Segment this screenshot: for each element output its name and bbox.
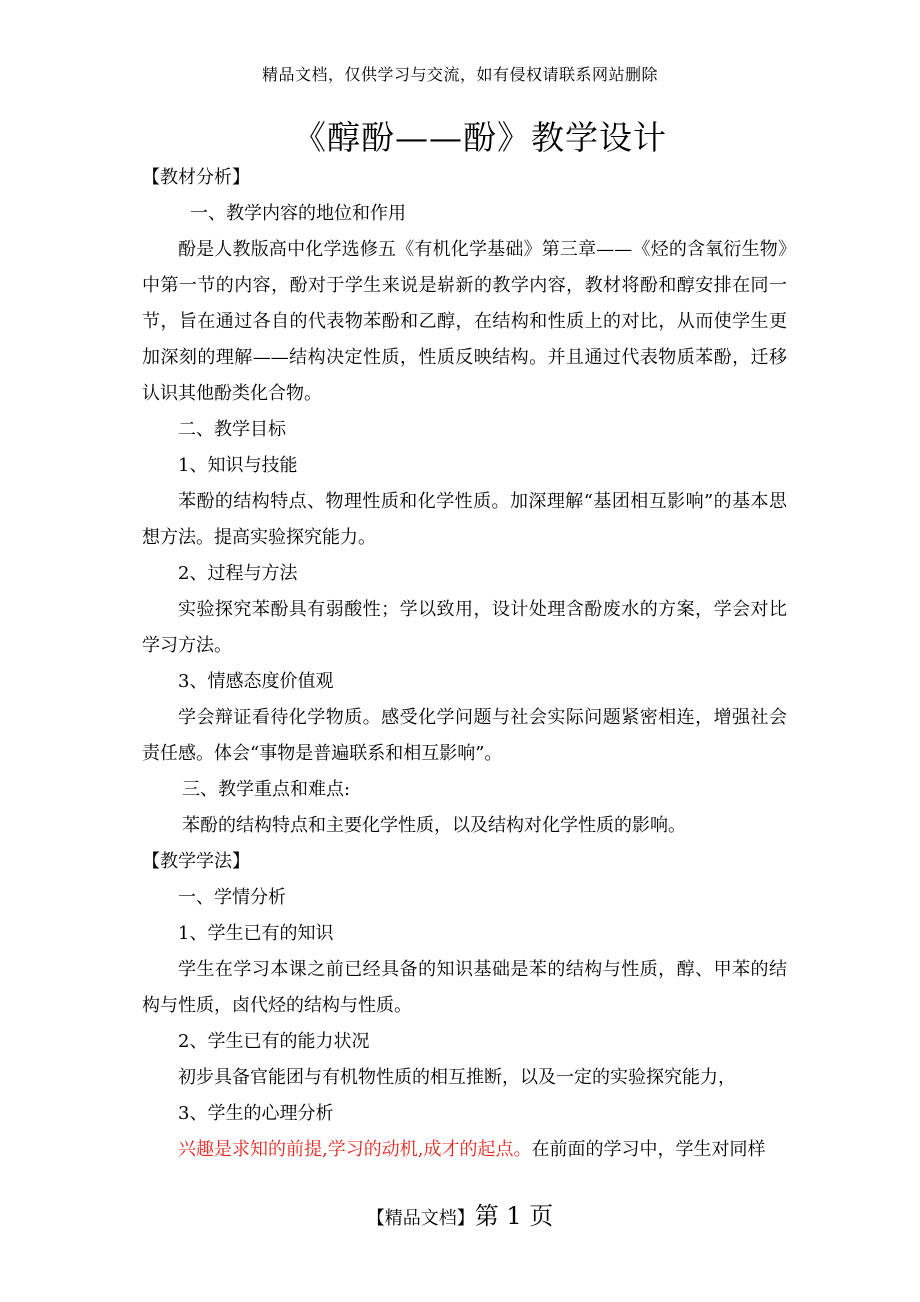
subheading-process-method: 2、过程与方法	[178, 563, 298, 584]
document-body	[142, 160, 787, 1168]
paragraph-psychology	[142, 1132, 787, 1168]
paragraph-attitude-values: 学会辩证看待化学物质。感受化学问题与社会实际问题紧密相连，增强社会责任感。体会“事物是普遍联系和相互影响”。	[142, 707, 787, 764]
paragraph-position: 酚是人教版高中化学选修五《有机化学基础》第三章——《烃的含氧衍生物》中第一节的内容，酚对于学生来说是崭新的教学内容，教材将酚和醇安排在同一节，旨在通过各自的代表物苯酚和乙醇，在结构和性质上的对比，从而使学生更加深刻的理解——结构决定性质，性质反映结构。并且通过代表物质苯酚，迁移认识其他酚类化合物。	[142, 239, 787, 404]
section-heading-material-analysis: 【教材分析】	[142, 167, 250, 188]
subheading-knowledge-skills: 1、知识与技能	[178, 455, 298, 476]
paragraph-ability: 初步具备官能团与有机物性质的相互推断，以及一定的实验探究能力，	[178, 1067, 736, 1088]
subheading-prior-knowledge: 1、学生已有的知识	[178, 923, 334, 944]
header-note: 精品文档，仅供学习与交流，如有侵权请联系网站删除	[261, 65, 658, 84]
page-footer	[0, 1196, 920, 1231]
document-title: 《醇酚——酚》教学设计	[293, 118, 667, 157]
subheading-position: 一、教学内容的地位和作用	[190, 203, 406, 224]
section-heading-teaching-methods: 【教学学法】	[142, 851, 250, 872]
page-number: 第 1 页	[474, 1202, 554, 1230]
paragraph-process-method: 实验探究苯酚具有弱酸性；学以致用，设计处理含酚废水的方案，学会对比学习方法。	[142, 599, 787, 656]
paragraph-knowledge-skills: 苯酚的结构特点、物理性质和化学性质。加深理解“基团相互影响”的基本思想方法。提高实验探究能力。	[142, 491, 787, 548]
subheading-student-analysis: 一、学情分析	[178, 887, 286, 908]
highlighted-text: 兴趣是求知的前提,学习的动机,成才的起点。	[178, 1139, 532, 1160]
footer-prefix: 【精品文档】	[366, 1208, 475, 1229]
paragraph-key-points: 苯酚的结构特点和主要化学性质，以及结构对化学性质的影响。	[182, 815, 686, 836]
subheading-objectives: 二、教学目标	[178, 419, 286, 440]
subheading-attitude-values: 3、情感态度价值观	[178, 671, 334, 692]
subheading-ability: 2、学生已有的能力状况	[178, 1031, 370, 1052]
subheading-key-points: 三、教学重点和难点:	[182, 779, 351, 800]
subheading-psychology: 3、学生的心理分析	[178, 1103, 334, 1124]
paragraph-psychology-rest: 在前面的学习中，学生对同样	[531, 1139, 766, 1160]
paragraph-prior-knowledge: 学生在学习本课之前已经具备的知识基础是苯的结构与性质，醇、甲苯的结构与性质，卤代烃的结构与性质。	[142, 959, 787, 1016]
